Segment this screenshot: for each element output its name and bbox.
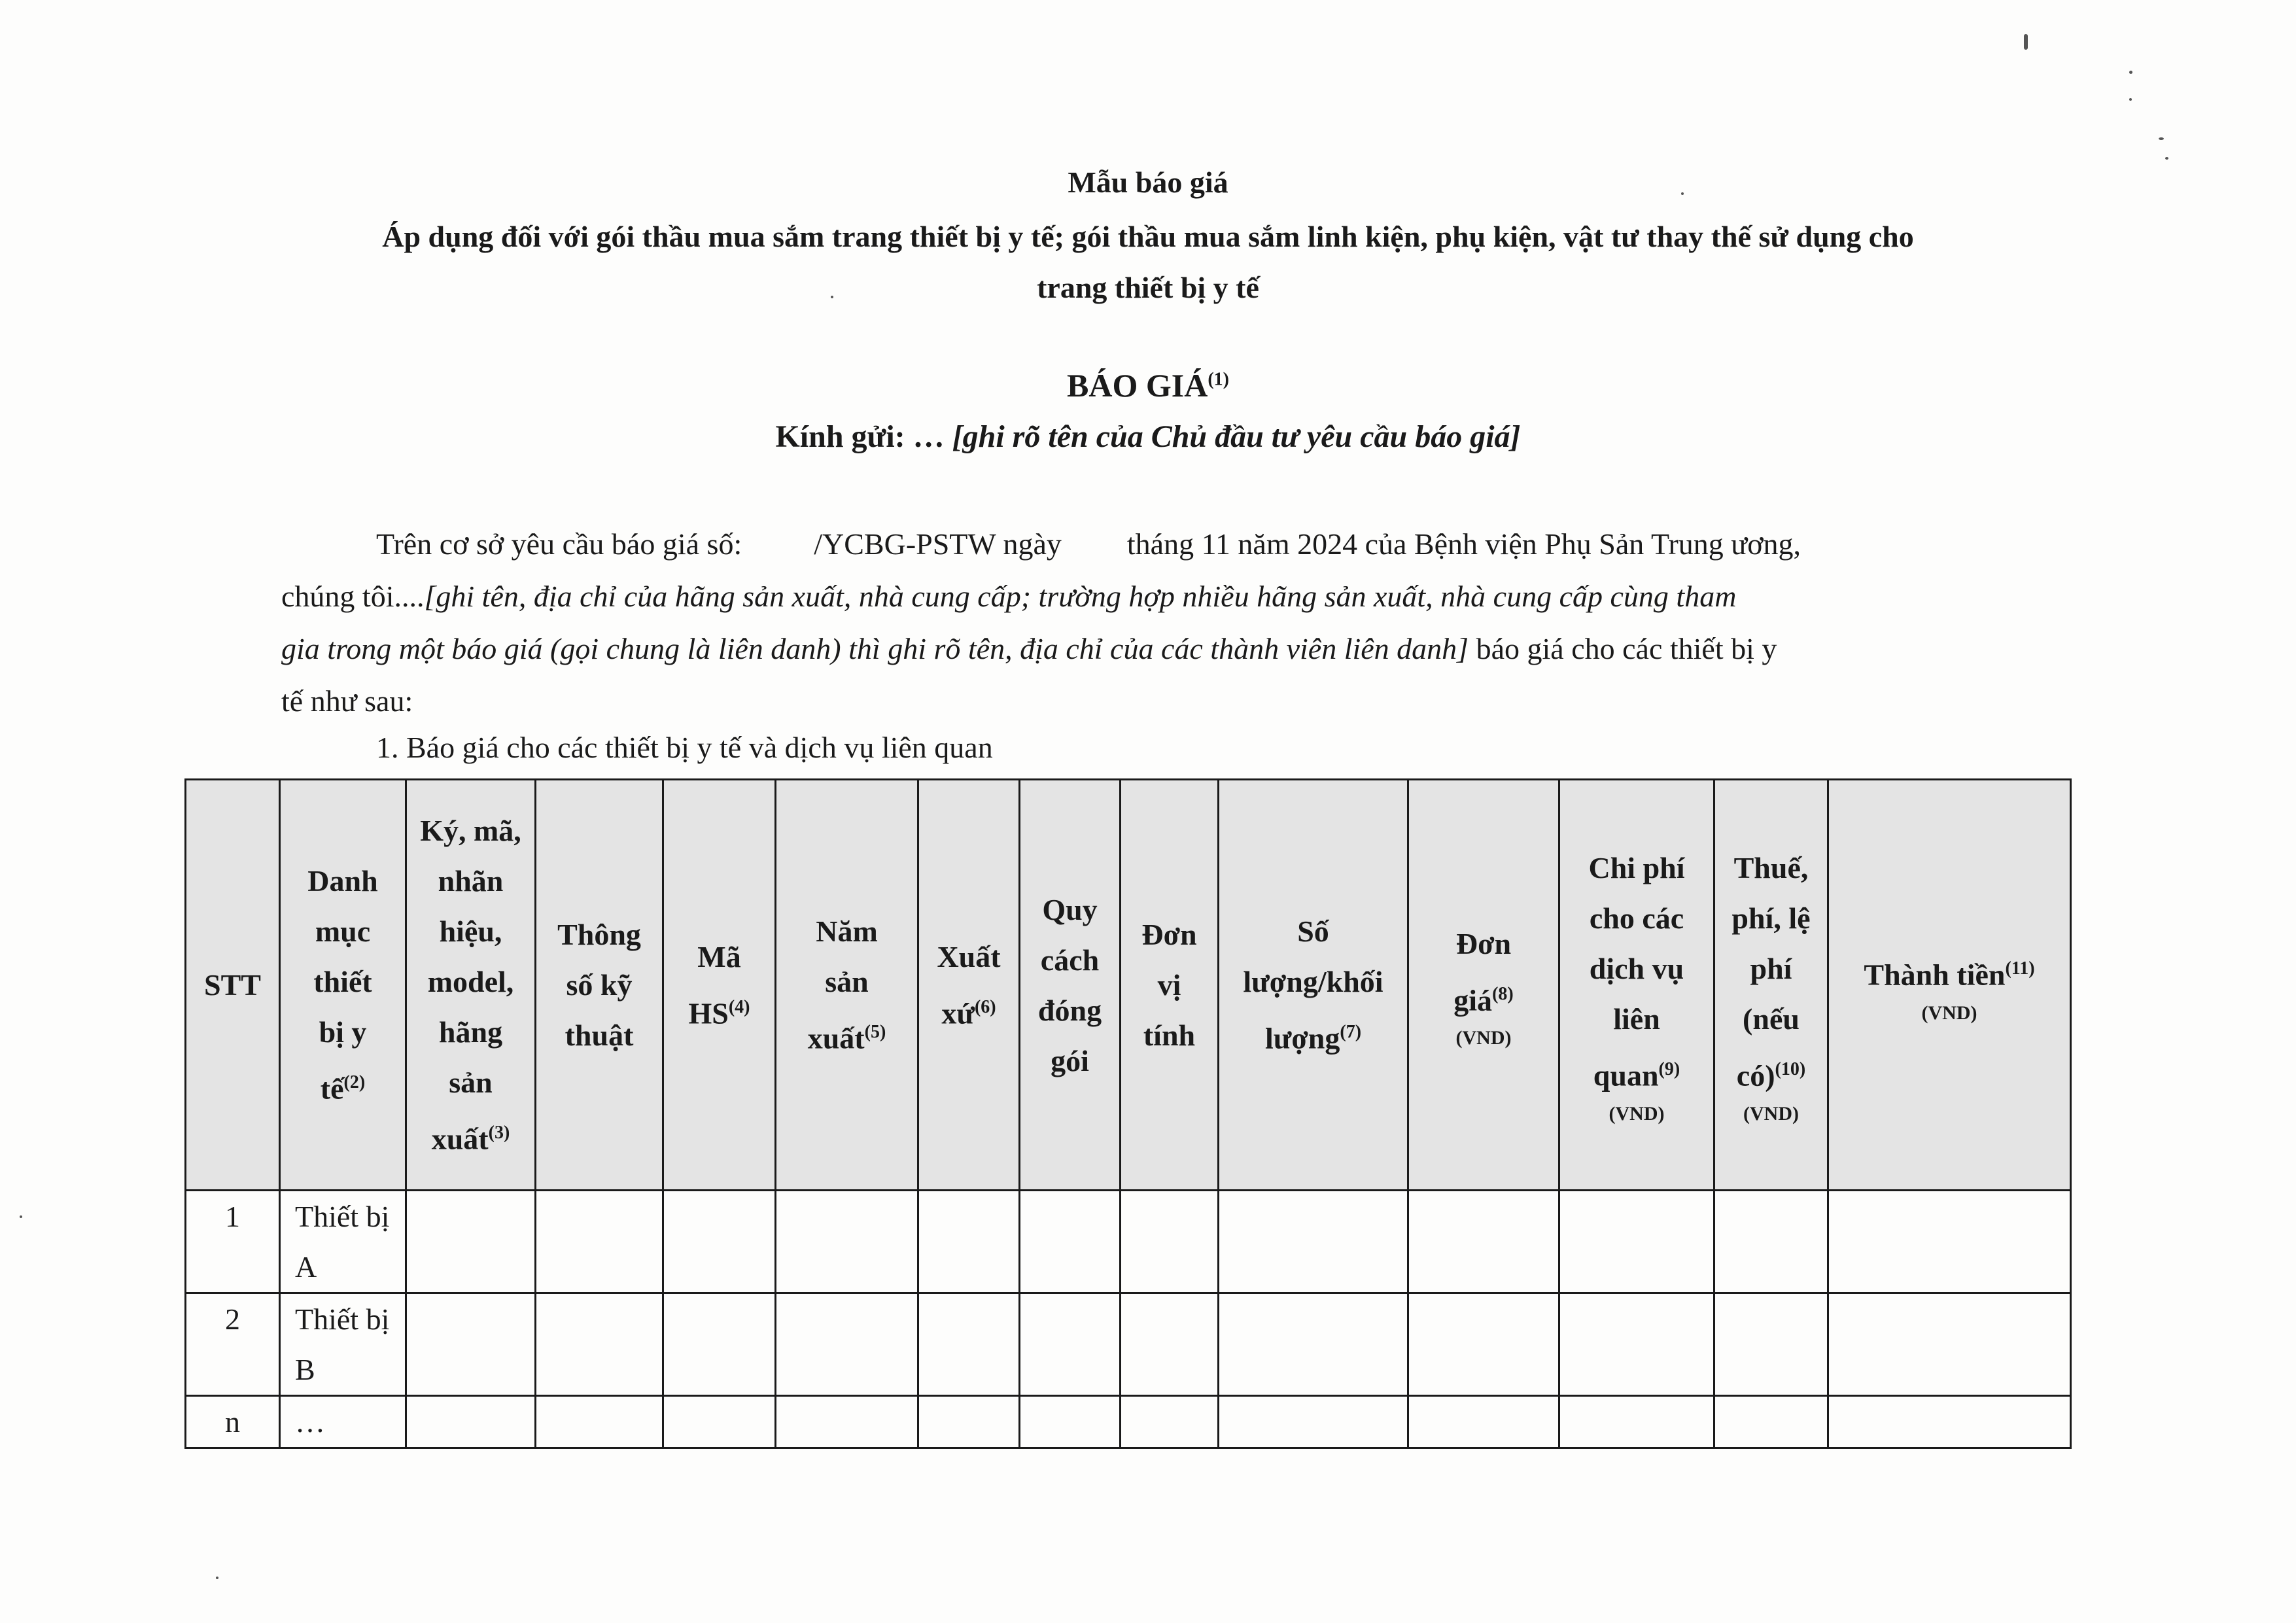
- scan-speck: [216, 1577, 218, 1579]
- form-title: Mẫu báo giá: [1068, 166, 1228, 199]
- column-header-unit: Đơn vị tính: [1121, 780, 1219, 1191]
- empty-cell: [406, 1396, 536, 1448]
- column-header-specs: Thông số kỹ thuật: [536, 780, 663, 1191]
- recipient-line: [0, 419, 2296, 455]
- empty-cell: [1559, 1396, 1714, 1448]
- intro-paragraph-line: [281, 623, 2002, 675]
- empty-cell: [1121, 1396, 1219, 1448]
- column-header-model: Ký, mã, nhãn hiệu, model, hãng sản xuất$^{(3)}$: [406, 780, 536, 1191]
- empty-cell: [1219, 1191, 1408, 1293]
- empty-cell: [1408, 1396, 1559, 1448]
- intro-text: báo giá cho các thiết bị y: [1476, 632, 1777, 665]
- table-row: [186, 1396, 2071, 1448]
- column-header-stt: STT: [186, 780, 280, 1191]
- empty-cell: [1020, 1293, 1121, 1396]
- row-number: 1: [186, 1191, 280, 1293]
- intro-paragraph-line: [376, 518, 2096, 570]
- empty-cell: [1828, 1396, 2071, 1448]
- column-header-unit-price: Đơn giá$^{(8)}$ (VND): [1408, 780, 1559, 1191]
- scan-speck: [2024, 34, 2028, 50]
- scan-speck: [20, 1215, 22, 1218]
- empty-cell: [536, 1293, 663, 1396]
- empty-cell: [1714, 1191, 1828, 1293]
- recipient-label: Kính gửi: …: [775, 419, 945, 454]
- column-header-tax: Thuế, phí, lệ phí (nếu có)$^{(10)}$ (VND): [1714, 780, 1828, 1191]
- intro-text: chúng tôi....: [281, 580, 425, 613]
- empty-cell: [1408, 1293, 1559, 1396]
- empty-cell: [918, 1396, 1020, 1448]
- column-header-quantity: Số lượng/khối lượng$^{(7)}$: [1219, 780, 1408, 1191]
- empty-cell: [1828, 1293, 2071, 1396]
- supplier-placeholder: [ghi tên, địa chỉ của hãng sản xuất, nhà cung cấp; trường hợp nhiều hãng sản xuất, nhà cung cấp cùng tham: [424, 580, 1737, 613]
- empty-cell: [776, 1396, 918, 1448]
- column-header-item: Danh mục thiết bị y tế$^{(2)}$: [280, 780, 406, 1191]
- empty-cell: [1121, 1293, 1219, 1396]
- request-date-text: tháng 11 năm 2024 của Bệnh viện Phụ Sản Trung ương,: [1126, 527, 1801, 561]
- row-number: 2: [186, 1293, 280, 1396]
- empty-cell: [1408, 1191, 1559, 1293]
- document-title-note: (1): [1208, 369, 1229, 390]
- scan-speck: [2129, 98, 2132, 101]
- quotation-table: [184, 778, 2072, 1449]
- document-title-text: BÁO GIÁ: [1067, 367, 1208, 404]
- intro-paragraph-line: tế như sau:: [281, 684, 413, 718]
- row-item-name: Thiết bị A: [280, 1191, 406, 1293]
- empty-cell: [918, 1191, 1020, 1293]
- table-row: [186, 1191, 2071, 1293]
- empty-cell: [1714, 1396, 1828, 1448]
- recipient-placeholder: [ghi rõ tên của Chủ đầu tư yêu cầu báo giá]: [952, 419, 1521, 454]
- intro-paragraph-line: [281, 570, 2002, 623]
- scan-speck: [2159, 137, 2164, 140]
- empty-cell: [536, 1396, 663, 1448]
- form-subtitle-continued: trang thiết bị y tế: [1037, 271, 1259, 304]
- empty-cell: [1559, 1293, 1714, 1396]
- empty-cell: [1714, 1293, 1828, 1396]
- column-header-packaging: Quy cách đóng gói: [1020, 780, 1121, 1191]
- empty-cell: [536, 1191, 663, 1293]
- document-title: [0, 366, 2296, 404]
- row-item-name: …: [280, 1396, 406, 1448]
- empty-cell: [1828, 1191, 2071, 1293]
- request-number-text: /YCBG-PSTW ngày: [814, 527, 1062, 561]
- table-header-row: [186, 780, 2071, 1191]
- row-item-name: Thiết bị B: [280, 1293, 406, 1396]
- empty-cell: [663, 1293, 776, 1396]
- empty-cell: [406, 1191, 536, 1293]
- empty-cell: [1559, 1191, 1714, 1293]
- form-subtitle: Áp dụng đối với gói thầu mua sắm trang thiết bị y tế; gói thầu mua sắm linh kiện, phụ kiện, vật tư thay thế sử dụng cho: [382, 220, 1914, 253]
- scan-speck: [2165, 157, 2168, 160]
- empty-cell: [918, 1293, 1020, 1396]
- empty-cell: [1020, 1396, 1121, 1448]
- empty-cell: [663, 1396, 776, 1448]
- column-header-service-cost: Chi phí cho các dịch vụ liên quan$^{(9)}$ (VND): [1559, 780, 1714, 1191]
- empty-cell: [776, 1191, 918, 1293]
- scan-speck: [2129, 71, 2132, 74]
- column-header-year: Năm sản xuất$^{(5)}$: [776, 780, 918, 1191]
- intro-text: Trên cơ sở yêu cầu báo giá số:: [376, 527, 742, 561]
- column-header-origin: Xuất xứ$^{(6)}$: [918, 780, 1020, 1191]
- empty-cell: [663, 1191, 776, 1293]
- column-header-total: Thành tiền$^{(11)}$ (VND): [1828, 780, 2071, 1191]
- empty-cell: [776, 1293, 918, 1396]
- empty-cell: [406, 1293, 536, 1396]
- table-row: [186, 1293, 2071, 1396]
- row-number: n: [186, 1396, 280, 1448]
- column-header-hs-code: Mã HS$^{(4)}$: [663, 780, 776, 1191]
- section-heading: 1. Báo giá cho các thiết bị y tế và dịch vụ liên quan: [376, 731, 993, 764]
- empty-cell: [1020, 1191, 1121, 1293]
- empty-cell: [1219, 1396, 1408, 1448]
- supplier-placeholder-continued: gia trong một báo giá (gọi chung là liên danh) thì ghi rõ tên, địa chỉ của các thành viên liên danh]: [281, 632, 1469, 665]
- empty-cell: [1219, 1293, 1408, 1396]
- empty-cell: [1121, 1191, 1219, 1293]
